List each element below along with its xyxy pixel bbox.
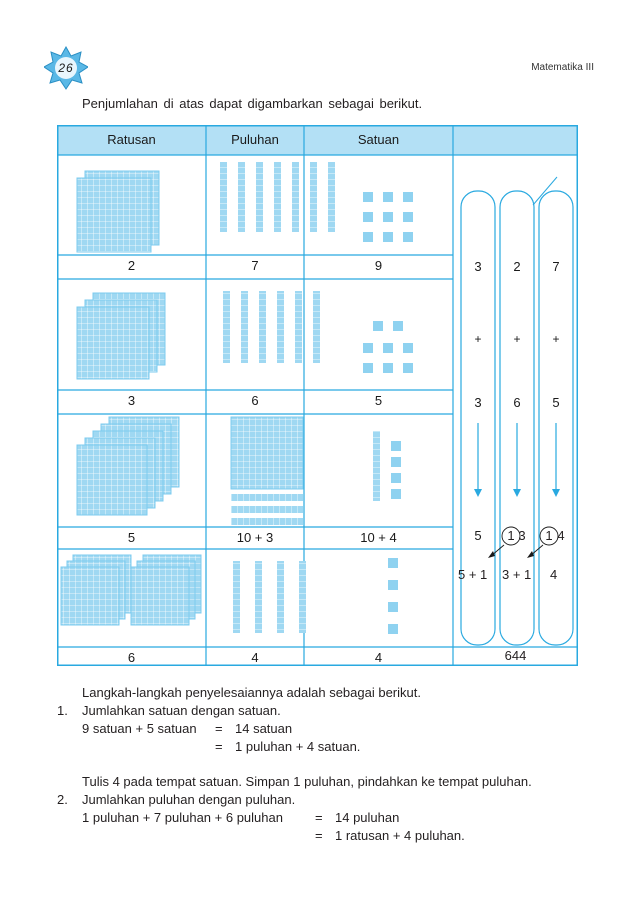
v-col3-top: 7 <box>552 259 560 274</box>
intro-text: Penjumlahan di atas dapat digambarkan sebagai berikut. <box>82 96 423 111</box>
step2-line1-right: 14 puluhan <box>335 810 400 825</box>
step2-line1-eq: = <box>315 810 323 825</box>
step2-line2-right: 1 ratusan + 4 puluhan. <box>335 828 465 843</box>
step1-title: Jumlahkan satuan dengan satuan. <box>82 703 281 718</box>
v-carry-sum-1: 5 + 1 <box>458 567 488 582</box>
v-col3-op: + <box>552 332 560 346</box>
v-col3-bottom: 4 <box>557 528 565 543</box>
step1-line2-eq: = <box>215 739 223 754</box>
row1-ratusan: 2 <box>127 258 136 273</box>
result-644: 644 <box>504 648 527 663</box>
tens-blocks-row3 <box>231 417 303 525</box>
v-col2-mid: 6 <box>513 395 521 410</box>
tens-rods-row4 <box>233 561 306 633</box>
ones-units-row4 <box>388 558 398 634</box>
row3-ratusan: 5 <box>127 530 136 545</box>
step1-line1-right: 14 satuan <box>235 721 293 736</box>
header-puluhan: Puluhan <box>231 132 279 147</box>
step2-number: 2. <box>57 792 68 807</box>
steps-intro: Langkah-langkah penyelesaiannya adalah sebagai berikut. <box>82 685 421 700</box>
tens-rods-row1 <box>220 162 335 232</box>
step1-number: 1. <box>57 703 68 718</box>
step2-title: Jumlahkan puluhan dengan puluhan. <box>82 792 296 807</box>
v-col1-top: 3 <box>474 259 482 274</box>
header-satuan: Satuan <box>357 132 400 147</box>
step1-line1-left: 9 satuan + 5 satuan <box>82 721 197 736</box>
ones-units-row2 <box>363 321 413 373</box>
row3-satuan: 10 + 4 <box>360 530 397 545</box>
v-carry-sum-3: 4 <box>550 567 558 582</box>
row2-ratusan: 3 <box>127 393 136 408</box>
v-col3-carry-digit: 1 <box>545 528 553 543</box>
step2-line1-left: 1 puluhan + 7 puluhan + 6 puluhan <box>82 810 283 825</box>
tens-rods-row2 <box>223 291 320 363</box>
v-col1-bottom: 5 <box>474 528 482 543</box>
row1-satuan: 9 <box>374 258 383 273</box>
v-col2-op: + <box>513 332 521 346</box>
row1-puluhan: 7 <box>251 258 259 273</box>
v-col2-bottom: 3 <box>518 528 526 543</box>
row4-satuan: 4 <box>374 650 383 665</box>
row4-ratusan: 6 <box>127 650 136 665</box>
page-number: 26 <box>58 61 74 75</box>
v-col1-mid: 3 <box>474 395 482 410</box>
row3-puluhan: 10 + 3 <box>236 530 274 545</box>
step1-line1-eq: = <box>215 721 223 736</box>
header-ratusan: Ratusan <box>107 132 156 147</box>
row2-puluhan: 6 <box>251 393 259 408</box>
ones-units-row1 <box>363 192 413 242</box>
hundreds-blocks-row4 <box>61 555 201 625</box>
hundreds-blocks-row1 <box>77 171 159 252</box>
carry-arrows <box>488 545 543 558</box>
ones-units-row3 <box>373 431 401 501</box>
row4-puluhan: 4 <box>251 650 259 665</box>
step1-line2-right: 1 puluhan + 4 satuan. <box>235 739 361 754</box>
v-carry-sum-2: 3 + 1 <box>502 567 532 582</box>
step2-line2-eq: = <box>315 828 323 843</box>
v-col2-carry-digit: 1 <box>507 528 515 543</box>
step-note: Tulis 4 pada tempat satuan. Simpan 1 puluhan, pindahkan ke tempat puluhan. <box>82 774 532 789</box>
down-arrows <box>474 423 560 497</box>
row2-satuan: 5 <box>374 393 383 408</box>
hundreds-blocks-row3 <box>77 417 179 515</box>
hundreds-blocks-row2 <box>77 293 165 379</box>
running-header: Matematika III <box>531 62 594 73</box>
v-col3-mid: 5 <box>552 395 560 410</box>
v-col2-top: 2 <box>513 259 521 274</box>
v-col1-op: + <box>474 332 482 346</box>
